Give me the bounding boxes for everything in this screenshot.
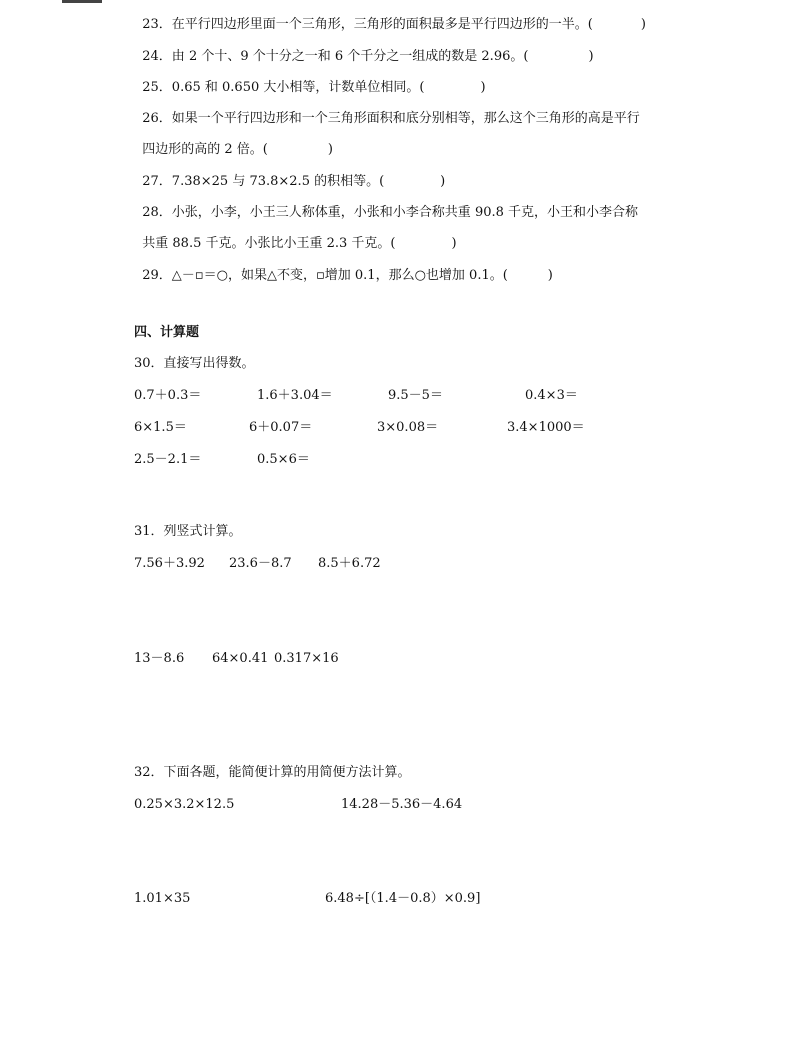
q30-item: 9.5－5＝	[388, 388, 443, 403]
question-24	[134, 33, 594, 65]
q30-item: 2.5－2.1＝	[134, 452, 202, 467]
question-23	[134, 1, 646, 33]
question-28-text-1: 28．小张，小李，小王三人称体重，小张和小李合称共重 90.8 千克，小王和小李合称	[142, 205, 639, 220]
question-25-text: 25．0.65 和 0.650 大小相等，计数单位相同。(	[142, 80, 425, 95]
q30-item: 6×1.5＝	[134, 420, 187, 435]
question-26-line-1	[134, 95, 640, 127]
question-26-line-2	[134, 126, 333, 158]
question-28-line-2	[134, 220, 457, 252]
q31-item: 64×0.41	[212, 651, 269, 666]
q30-item: 0.7＋0.3＝	[134, 388, 202, 403]
question-26-bracket-end: )	[327, 142, 333, 157]
question-28-text-2: 共重 88.5 千克。小张比小王重 2.3 千克。(	[142, 236, 396, 251]
q30-item: 1.6＋3.04＝	[257, 388, 333, 403]
question-29-text: 29．△－▫＝○，如果△不变，▫增加 0.1，那么○也增加 0.1。(	[142, 268, 508, 283]
question-30-prompt: 30．直接写出得数。	[134, 356, 255, 371]
question-27-text: 27．7.38×25 与 73.8×2.5 的积相等。(	[142, 174, 385, 189]
q32-item: 6.48÷[（1.4－0.8）×0.9]	[325, 891, 481, 906]
q30-item: 3×0.08＝	[377, 420, 439, 435]
q31-item: 8.5＋6.72	[318, 556, 381, 571]
q32-item: 14.28－5.36－4.64	[341, 797, 463, 812]
question-24-text: 24．由 2 个十、9 个十分之一和 6 个千分之一组成的数是 2.96。(	[142, 49, 529, 64]
question-31-prompt: 31．列竖式计算。	[134, 524, 242, 539]
question-28-bracket-end: )	[451, 236, 457, 251]
q31-item: 7.56＋3.92	[134, 556, 205, 571]
q32-item: 0.25×3.2×12.5	[134, 797, 235, 812]
q31-item: 13－8.6	[134, 651, 185, 666]
question-25	[134, 64, 486, 96]
question-29	[134, 252, 553, 284]
q30-item: 3.4×1000＝	[507, 420, 585, 435]
question-23-text: 23．在平行四边形里面一个三角形，三角形的面积最多是平行四边形的一半。(	[142, 17, 593, 32]
q31-item: 0.317×16	[274, 651, 339, 666]
question-23-bracket-end: )	[640, 17, 646, 32]
question-26-text-1: 26．如果一个平行四边形和一个三角形面积和底分别相等，那么这个三角形的高是平行	[142, 111, 640, 126]
question-25-bracket-end: )	[480, 80, 486, 95]
question-29-bracket-end: )	[547, 268, 553, 283]
page-header-fragment	[62, 0, 102, 3]
question-32-prompt: 32．下面各题，能简便计算的用简便方法计算。	[134, 765, 411, 780]
question-27	[134, 158, 445, 190]
q30-item: 0.4×3＝	[525, 388, 578, 403]
question-26-text-2: 四边形的高的 2 倍。(	[142, 142, 268, 157]
q31-item: 23.6－8.7	[229, 556, 292, 571]
q32-item: 1.01×35	[134, 891, 191, 906]
section-title-calculation: 四、计算题	[134, 325, 200, 340]
question-24-bracket-end: )	[588, 49, 594, 64]
question-27-bracket-end: )	[440, 174, 446, 189]
q30-item: 0.5×6＝	[257, 452, 310, 467]
question-28-line-1	[134, 189, 638, 221]
q30-item: 6＋0.07＝	[249, 420, 313, 435]
